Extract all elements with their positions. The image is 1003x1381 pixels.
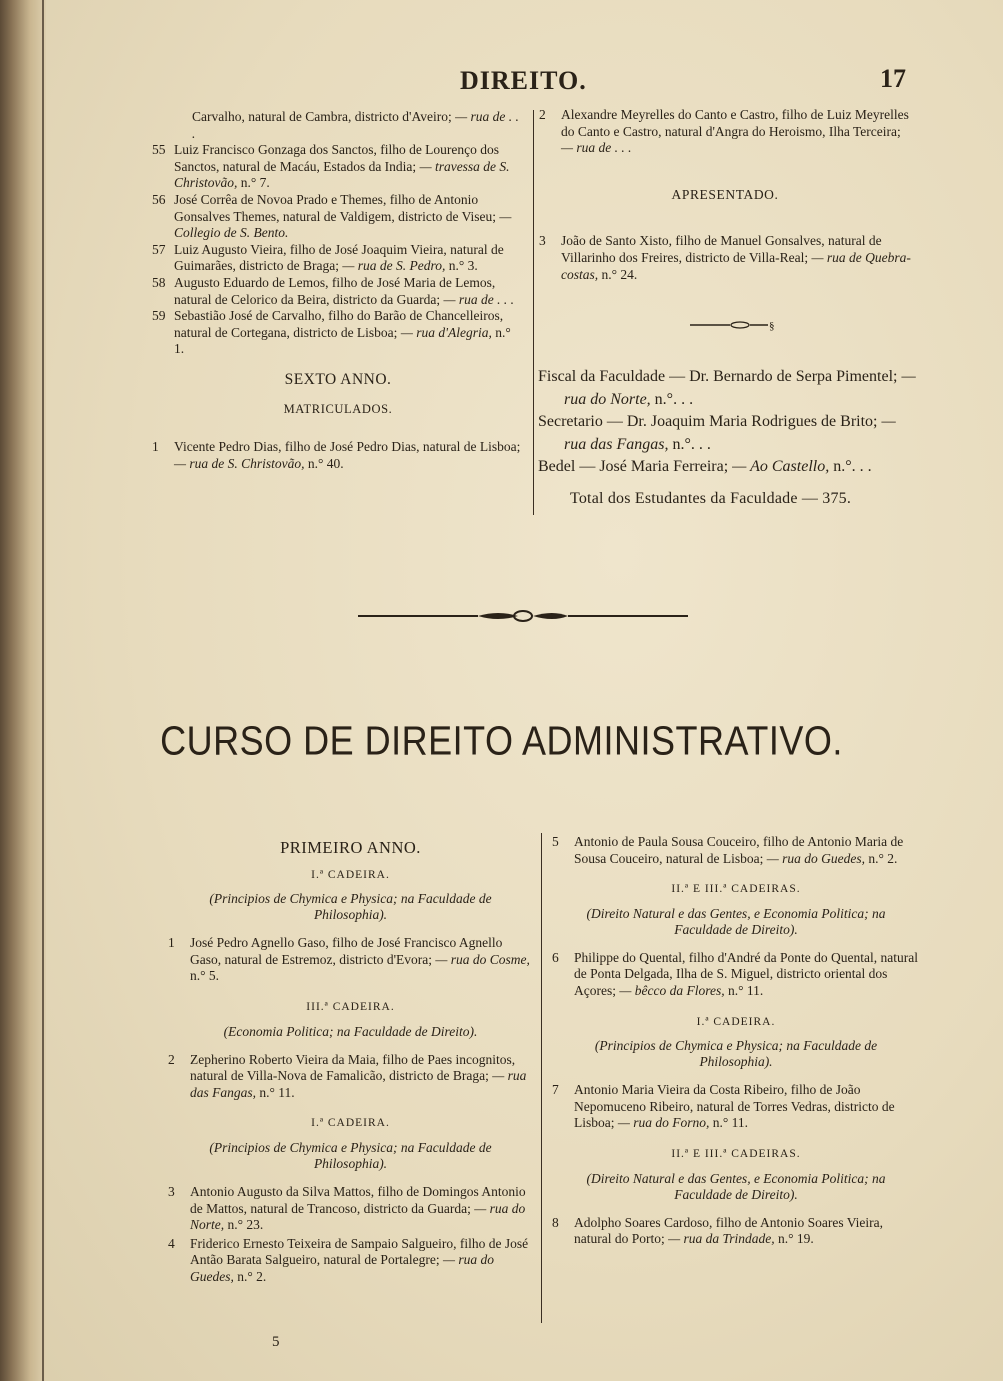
entry-house-number: n.° 11. [724, 982, 764, 998]
entry-text: Vicente Pedro Dias, filho de José Pedro Dias, natural de Lisboa; [174, 439, 521, 455]
student-entry [539, 107, 911, 157]
entry-number: 1 [152, 439, 159, 455]
page-number: 17 [880, 64, 906, 93]
running-title: DIREITO. [460, 66, 587, 95]
entry-address: — rua do Forno, [617, 1115, 710, 1131]
student-entry [539, 233, 911, 283]
entry-address: — rua de S. Christovão, [174, 455, 305, 471]
entry-text: Adolpho Soares Cardoso, filho de Antonio Soares Vieira, natural do Porto; [574, 1214, 884, 1247]
official-address: — rua do Norte, [564, 368, 916, 408]
top-right-column [539, 107, 911, 283]
entry-text: José Corrêa de Novoa Prado e Themes, filho de Antonio Gonsalves Themes, natural de Valdigem, districto de Viseu; [174, 191, 497, 224]
student-entry [152, 308, 524, 358]
entry-address: — rua d'Alegria, [400, 324, 492, 340]
student-entry [168, 935, 533, 985]
entry-number: 57 [152, 241, 166, 257]
section-title: APRESENTADO. [671, 186, 779, 202]
entry-house-number: n.° 23. [224, 1217, 264, 1233]
column-rule-top [533, 110, 534, 515]
entry-house-number: n.° 40. [304, 455, 344, 471]
bottom-right-column [552, 834, 920, 1250]
official-address: — Ao Castello, [732, 458, 830, 475]
student-entry [152, 192, 524, 242]
cadeira-heading: II.ª E III.ª CADEIRAS. [671, 1147, 801, 1160]
entry-text: João de Santo Xisto, filho de Manuel Gonsalves, natural de Villarinho dos Freires, districto de Villa-Real; [561, 233, 882, 265]
entry-number: 2 [168, 1051, 175, 1067]
students-total: Total dos Estudantes da Faculdade — 375. [570, 490, 852, 507]
section-title: SEXTO ANNO. [284, 370, 392, 388]
official-number: n.°. . . [650, 390, 694, 408]
cadeira-heading: I.ª CADEIRA. [311, 1117, 390, 1130]
entry-text: Philippe do Quental, filho d'André da Ponte do Quental, natural de Ponta Delgada, Ilha de S. Miguel, districto oriental dos Açores; [574, 949, 918, 998]
entry-text: Alexandre Meyrelles do Canto e Castro, filho de Luiz Meyrelles do Canto e Castro, natural d'Angra do Heroismo, Ilha Terceira; [561, 107, 909, 139]
entry-number: 8 [552, 1214, 559, 1230]
cadeira-description: (Direito Natural e das Gentes, e Economia Politica; na Faculdade de Direito). [586, 1170, 886, 1202]
entry-house-number: n.° 3. [445, 258, 478, 274]
entry-number: 1 [168, 935, 175, 951]
cadeira-description: (Principios de Chymica e Physica; na Faculdade de Philosophia). [209, 1139, 492, 1171]
entry-address: — rua de . . . [192, 109, 519, 141]
student-entry [152, 275, 524, 308]
student-entry [552, 950, 920, 1000]
faculty-officials [538, 366, 918, 479]
entry-address: — travessa de S. Christovão, [174, 158, 510, 191]
cadeira-heading: I.ª CADEIRA. [311, 868, 390, 881]
student-entry [152, 109, 524, 142]
column-rule-bottom [541, 833, 542, 1323]
entry-address: — rua de S. Pedro, [342, 258, 446, 274]
book-spine [0, 0, 46, 1381]
cadeira-description: (Principios de Chymica e Physica; na Faculdade de Philosophia). [594, 1038, 878, 1070]
entry-house-number: n.° 24. [598, 266, 638, 282]
separator-ornament [358, 606, 688, 631]
entry-text: Luiz Augusto Vieira, filho de José Joaquim Vieira, natural de Guimarães, districto de Braga; [174, 241, 504, 274]
entry-house-number: n.° 2. [233, 1268, 267, 1284]
entry-text: Luiz Francisco Gonzaga dos Sanctos, filho de Lourenço dos Sanctos, natural de Macáu, Estados da India; [174, 142, 500, 174]
entry-address: — rua da Trindade, [668, 1231, 775, 1247]
entry-house-number: n.° 5. [190, 968, 220, 984]
entry-number: 4 [168, 1235, 175, 1251]
small-ornament [690, 318, 780, 337]
top-left-column [152, 109, 524, 472]
entry-house-number: n.° 7. [237, 175, 270, 191]
official-text: Bedel — José Maria Ferreira; [538, 458, 729, 475]
entry-address: — rua do Guedes, [766, 850, 865, 866]
official-text: Secretario — Dr. Joaquim Maria Rodrigues de Brito; [538, 413, 878, 430]
binding-edge [42, 0, 44, 1381]
entry-number: 7 [552, 1082, 559, 1098]
entry-number: 3 [168, 1183, 175, 1199]
official-line [538, 411, 918, 456]
entry-address: — rua das Fangas, [190, 1068, 527, 1100]
student-entry [152, 142, 524, 192]
entry-address: — rua de Quebra-costas, [561, 249, 911, 282]
entry-number: 55 [152, 142, 166, 158]
cadeira-heading: I.ª CADEIRA. [696, 1015, 776, 1028]
entry-number: 56 [152, 191, 166, 207]
entry-house-number: n.° 2. [864, 850, 898, 866]
entry-text: Antonio de Paula Sousa Couceiro, filho de Antonio Maria de Sousa Couceiro, natural de Lisboa; [574, 834, 904, 866]
student-entry [552, 834, 920, 867]
entry-text: Antonio Augusto da Silva Mattos, filho de Domingos Antonio de Mattos, natural de Trancoso, districto da Guarda; [190, 1183, 526, 1216]
entry-number: 5 [552, 834, 559, 849]
student-entry [552, 1215, 920, 1248]
bottom-left-column [168, 840, 533, 1288]
entry-number: 2 [539, 107, 546, 122]
entry-text: Friderico Ernesto Teixeira de Sampaio Salgueiro, filho de José Antão Barata Salgueiro, natural de Portalegre; [190, 1235, 529, 1268]
course-title: CURSO DE DIREITO ADMINISTRATIVO. [160, 717, 843, 764]
official-number: n.°. . . [668, 435, 711, 453]
student-entry [552, 1082, 920, 1132]
entry-text: Sebastião José de Carvalho, filho do Barão de Chancelleiros, natural de Cortegana, districto de Lisboa; [174, 308, 504, 340]
entry-house-number: n.° 11. [709, 1115, 749, 1131]
entry-address: — bêcco da Flores, [619, 982, 725, 998]
student-entry [168, 1236, 533, 1286]
entry-number: 58 [152, 274, 166, 290]
entry-address: — rua do Norte, [190, 1200, 526, 1233]
official-line [538, 366, 918, 411]
signature-mark: 5 [272, 1334, 280, 1350]
official-number: n.°. . . [829, 458, 872, 475]
entry-number: 3 [539, 233, 546, 249]
student-entry [168, 1184, 533, 1234]
entry-house-number: n.° 11. [256, 1084, 295, 1100]
student-entry [152, 439, 524, 472]
entry-number: 59 [152, 308, 166, 324]
entry-text: Carvalho, natural de Cambra, districto d'Aveiro; [192, 109, 452, 124]
entry-text: Augusto Eduardo de Lemos, filho de José Maria de Lemos, natural de Celorico da Beira, districto da Guarda; [174, 274, 496, 307]
cadeira-heading: III.ª CADEIRA. [306, 1000, 395, 1013]
official-line [538, 456, 918, 479]
official-address: — rua das Fangas, [564, 413, 896, 453]
year-title: PRIMEIRO ANNO. [280, 838, 421, 857]
cadeira-description: (Principios de Chymica e Physica; na Faculdade de Philosophia). [209, 891, 492, 923]
cadeira-description: (Economia Politica; na Faculdade de Direito). [223, 1023, 478, 1039]
student-entry [152, 242, 524, 275]
svg-text:§: § [769, 320, 775, 332]
cadeira-heading: II.ª E III.ª CADEIRAS. [671, 883, 801, 896]
entry-house-number: n.° 19. [774, 1231, 814, 1247]
entry-text: Antonio Maria Vieira da Costa Ribeiro, filho de João Nepomuceno Ribeiro, natural de Torres Vedras, districto de Lisboa; [574, 1082, 895, 1131]
entry-address: — rua de . . . [443, 291, 515, 307]
student-entry [168, 1052, 533, 1102]
section-subtitle: MATRICULADOS. [283, 401, 393, 416]
entry-house-number: n.° 1. [174, 324, 511, 357]
official-text: Fiscal da Faculdade — Dr. Bernardo de Serpa Pimentel; [538, 368, 898, 385]
entry-address: — Collegio de S. Bento. [174, 208, 512, 241]
entry-text: José Pedro Agnello Gaso, filho de José Francisco Agnello Gaso, natural de Estremoz, districto d'Evora; [190, 935, 503, 967]
entry-address: — rua do Cosme, [435, 951, 530, 967]
entry-number: 6 [552, 949, 559, 965]
cadeira-description: (Direito Natural e das Gentes, e Economia Politica; na Faculdade de Direito). [586, 905, 886, 937]
entry-address: — rua de . . . [561, 140, 632, 156]
entry-text: Zepherino Roberto Vieira da Maia, filho de Paes incognitos, natural de Villa-Nova de Famalicão, districto de Braga; [190, 1051, 516, 1084]
entry-address: — rua do Guedes, [190, 1252, 495, 1284]
